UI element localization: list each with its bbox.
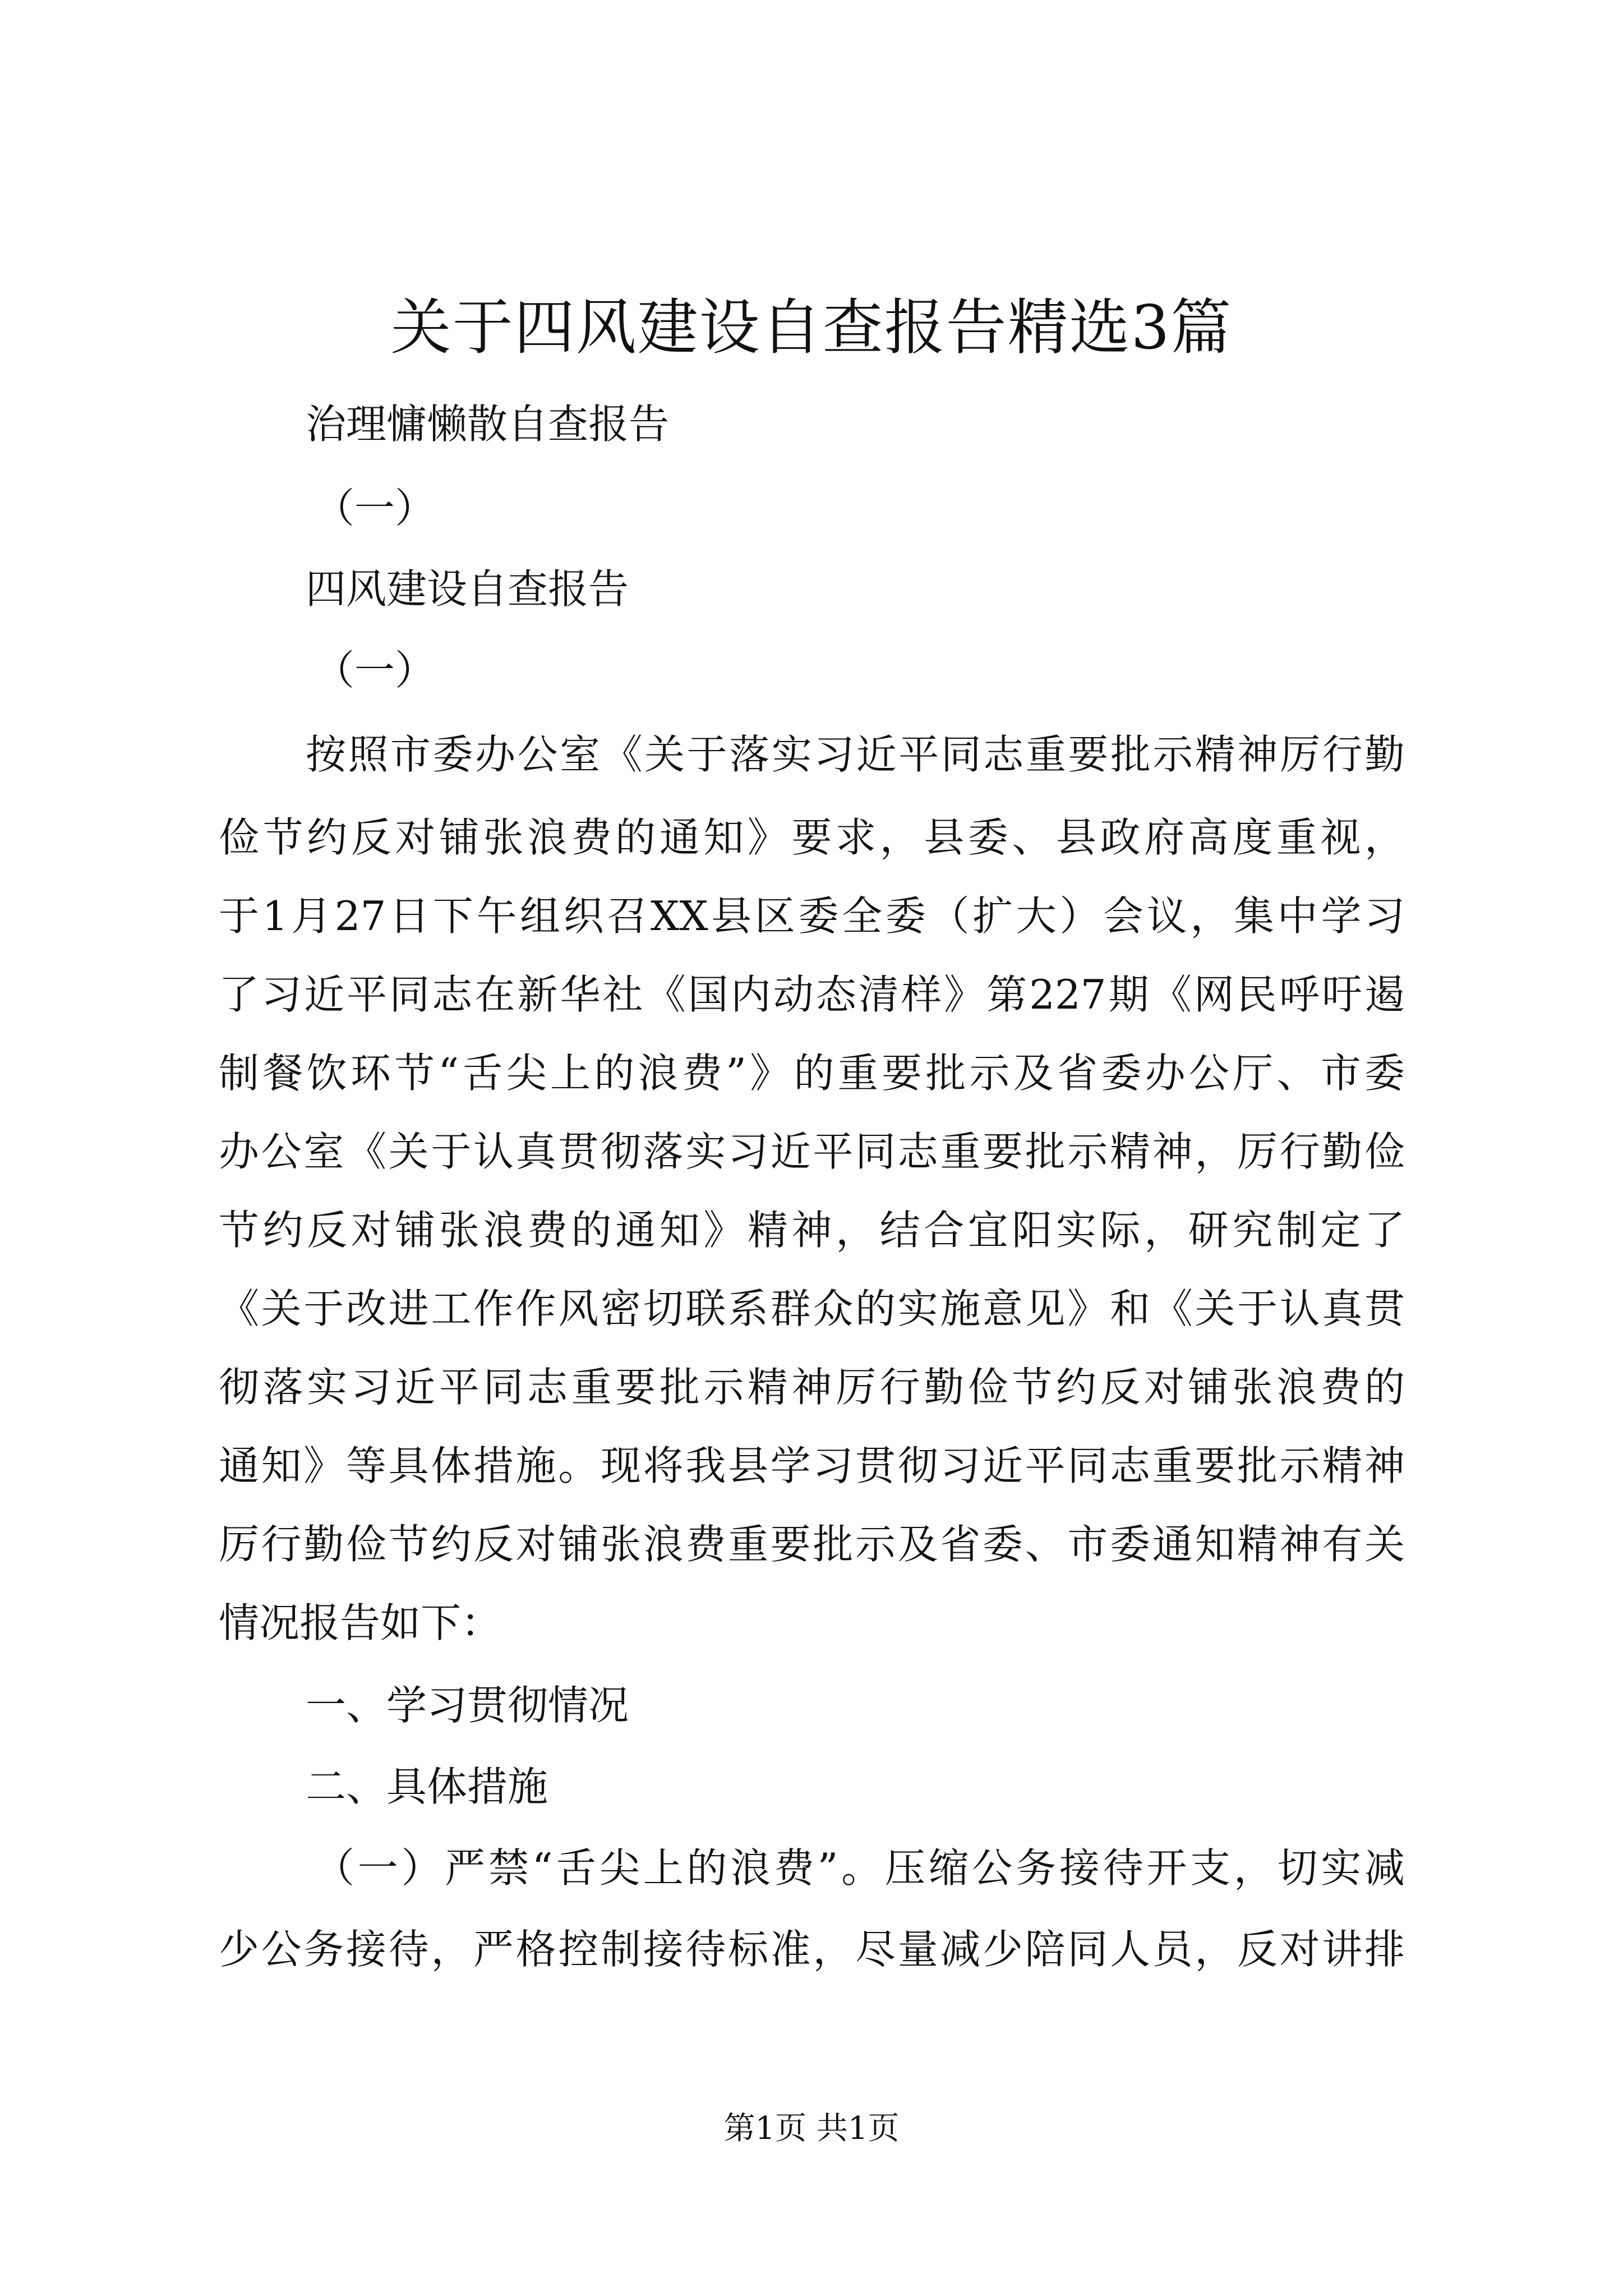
document-title: 关于四风建设自查报告精选3篇 [390, 293, 1233, 363]
measure-line: （一）严禁“舌尖上的浪费”。压缩公务接待开支，切实减 [314, 1844, 1405, 1892]
body-line: 俭节约反对铺张浪费的通知》要求，县委、县政府高度重视， [219, 814, 1405, 861]
body-line: 厉行勤俭节约反对铺张浪费重要批示及省委、市委通知精神有关 [219, 1521, 1405, 1568]
body-line: 情况报告如下： [219, 1599, 502, 1646]
section-heading-study: 一、学习贯彻情况 [306, 1682, 629, 1729]
body-line: 彻落实习近平同志重要批示精神厉行勤俭节约反对铺张浪费的 [219, 1364, 1405, 1411]
body-line: 《关于改进工作作风密切联系群众的实施意见》和《关于认真贯 [219, 1285, 1405, 1332]
body-line: 通知》等具体措施。现将我县学习贯彻习近平同志重要批示精神 [219, 1442, 1405, 1489]
section-heading-measures: 二、具体措施 [306, 1763, 548, 1810]
paren-number-1: （一） [314, 485, 436, 532]
body-line: 制餐饮环节“舌尖上的浪费”》的重要批示及省委办公厅、市委 [219, 1050, 1405, 1097]
measure-line: 少公务接待，严格控制接待标准，尽量减少陪同人员，反对讲排 [219, 1926, 1405, 1973]
heading-four-styles-self-check: 四风建设自查报告 [306, 565, 629, 613]
body-line: 节约反对铺张浪费的通知》精神，结合宜阳实际，研究制定了 [219, 1207, 1405, 1254]
body-line: 于1月27日下午组织召XX县区委全委（扩大）会议，集中学习 [219, 892, 1405, 940]
body-line: 了习近平同志在新华社《国内动态清样》第227期《网民呼吁遏 [219, 971, 1405, 1018]
page-footer: 第1页 共1页 [723, 2110, 900, 2147]
body-line: 按照市委办公室《关于落实习近平同志重要批示精神厉行勤 [306, 731, 1405, 778]
paren-number-2: （一） [314, 647, 436, 694]
heading-lazy-self-check: 治理慵懒散自查报告 [306, 401, 670, 448]
body-line: 办公室《关于认真贯彻落实习近平同志重要批示精神，厉行勤俭 [219, 1128, 1405, 1175]
